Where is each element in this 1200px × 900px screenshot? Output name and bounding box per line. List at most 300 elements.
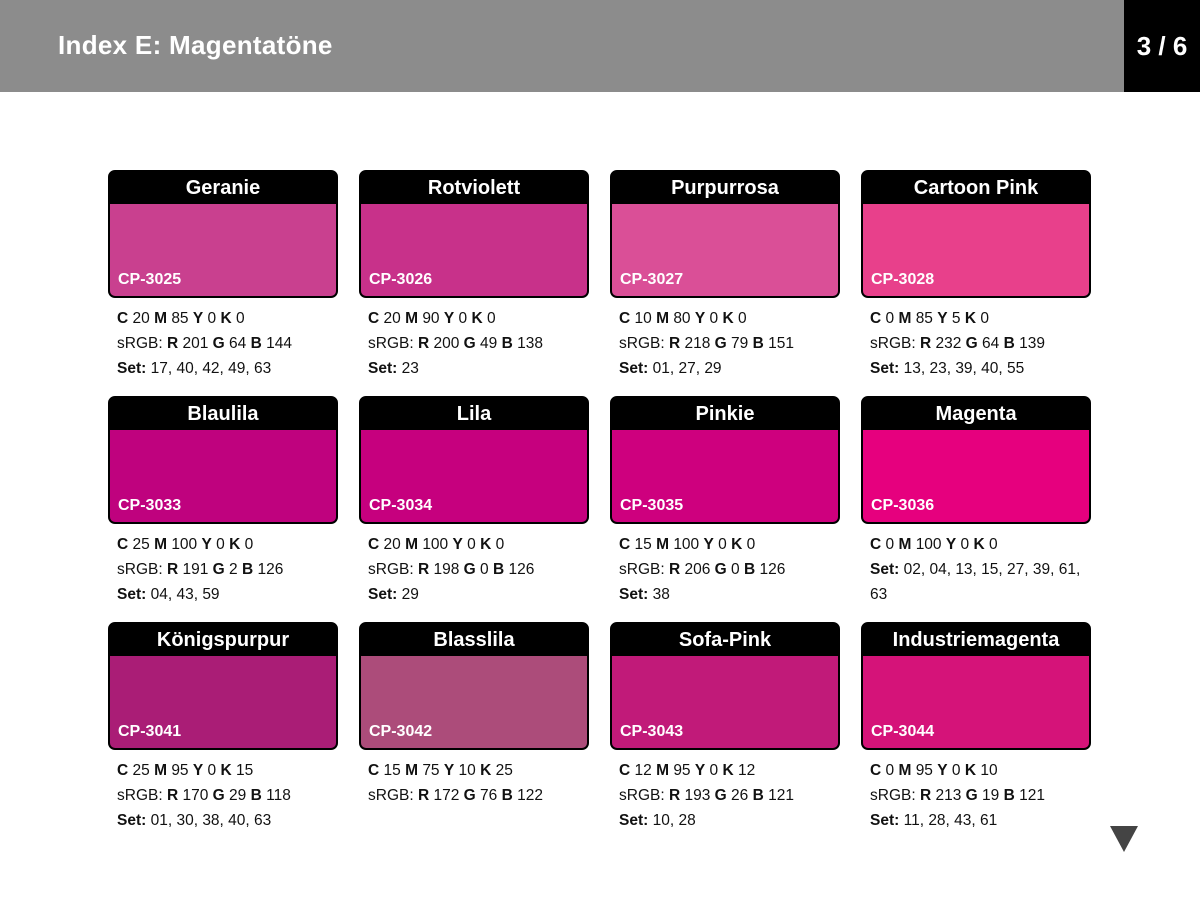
cmyk-c-value: 10 [634, 310, 652, 327]
color-info [368, 758, 586, 808]
srgb-label: sRGB: [368, 787, 414, 804]
set-line [368, 582, 586, 607]
rgb-b-value: 121 [768, 787, 794, 804]
color-grid [108, 170, 1091, 848]
color-info [619, 758, 837, 833]
rgb-r-label: R [668, 561, 681, 578]
rgb-b-value: 139 [1019, 335, 1045, 352]
cmyk-y-label: Y [192, 762, 204, 779]
rgb-g-label: G [212, 561, 225, 578]
cmyk-y-value: 0 [960, 536, 970, 553]
set-value: 29 [401, 586, 419, 603]
cmyk-y-label: Y [452, 536, 463, 553]
cmyk-m-label: M [154, 310, 167, 327]
set-line [619, 356, 837, 381]
color-card [359, 170, 589, 298]
color-swatch [612, 430, 838, 522]
srgb-line [870, 331, 1088, 356]
set-value: 01, 30, 38, 40, 63 [150, 812, 272, 829]
srgb-line [117, 557, 335, 582]
cmyk-c-value: 0 [885, 536, 895, 553]
color-card [861, 622, 1091, 750]
color-swatch [612, 204, 838, 296]
cmyk-c-label: C [117, 310, 129, 327]
color-info [368, 306, 586, 381]
page-number: 3 / 6 [1124, 0, 1200, 92]
cmyk-c-value: 0 [885, 762, 895, 779]
cmyk-c-label: C [368, 762, 380, 779]
cmyk-c-label: C [619, 762, 631, 779]
rgb-r-value: 206 [684, 561, 711, 578]
cmyk-line [870, 758, 1088, 783]
srgb-line [368, 557, 586, 582]
color-entry [359, 396, 589, 622]
set-line [117, 356, 335, 381]
set-label: Set: [117, 360, 147, 377]
color-swatch [863, 656, 1089, 748]
cmyk-y-value: 0 [718, 536, 727, 553]
cmyk-m-value: 100 [673, 536, 700, 553]
rgb-r-label: R [417, 787, 430, 804]
rgb-g-value: 64 [982, 335, 1000, 352]
color-entry [108, 170, 338, 396]
triangle-down-icon[interactable] [1110, 826, 1138, 852]
color-entry [861, 170, 1091, 396]
rgb-r-value: 191 [182, 561, 209, 578]
rgb-b-label: B [241, 561, 254, 578]
cmyk-k-label: K [229, 536, 241, 553]
rgb-g-label: G [212, 787, 225, 804]
cmyk-m-label: M [656, 762, 669, 779]
set-line [117, 808, 335, 833]
cmyk-k-value: 10 [980, 762, 998, 779]
color-swatch [361, 204, 587, 296]
cmyk-y-value: 10 [458, 762, 476, 779]
rgb-b-label: B [1003, 335, 1015, 352]
rgb-b-value: 144 [266, 335, 292, 352]
set-label: Set: [368, 586, 398, 603]
srgb-label: sRGB: [117, 335, 163, 352]
cmyk-c-label: C [619, 310, 631, 327]
set-line [870, 808, 1088, 833]
cmyk-line [619, 306, 837, 331]
cmyk-m-label: M [656, 310, 669, 327]
color-entry [108, 396, 338, 622]
srgb-line [368, 783, 586, 808]
color-code: CP-3036 [871, 497, 935, 514]
rgb-g-value: 0 [480, 561, 489, 578]
cmyk-k-value: 0 [737, 310, 747, 327]
cmyk-line [368, 758, 586, 783]
color-swatch [361, 656, 587, 748]
cmyk-y-value: 0 [216, 536, 225, 553]
rgb-r-label: R [166, 335, 179, 352]
rgb-r-value: 170 [182, 787, 209, 804]
color-code: CP-3025 [118, 271, 182, 288]
rgb-g-label: G [463, 561, 476, 578]
color-swatch [110, 430, 336, 522]
rgb-r-value: 201 [182, 335, 209, 352]
rgb-b-value: 126 [508, 561, 535, 578]
page-title: Index E: Magentatöne [58, 30, 333, 60]
color-card [861, 396, 1091, 524]
srgb-line [870, 783, 1088, 808]
cmyk-y-label: Y [443, 310, 455, 327]
color-entry [108, 622, 338, 848]
set-value: 04, 43, 59 [150, 586, 220, 603]
srgb-label: sRGB: [619, 561, 665, 578]
set-value: 38 [652, 586, 670, 603]
set-label: Set: [870, 812, 900, 829]
rgb-g-label: G [965, 787, 978, 804]
rgb-g-label: G [463, 335, 476, 352]
color-info [870, 758, 1088, 833]
page-header [0, 0, 1124, 92]
cmyk-c-value: 15 [383, 762, 401, 779]
color-code: CP-3027 [620, 271, 684, 288]
color-name: Pinkie [612, 398, 838, 430]
color-entry [610, 622, 840, 848]
rgb-b-value: 126 [257, 561, 284, 578]
color-code: CP-3028 [871, 271, 935, 288]
color-swatch [361, 430, 587, 522]
set-line [619, 808, 837, 833]
cmyk-k-label: K [722, 310, 734, 327]
cmyk-line [368, 306, 586, 331]
cmyk-k-value: 15 [235, 762, 254, 779]
rgb-r-label: R [668, 335, 681, 352]
rgb-b-value: 122 [517, 787, 543, 804]
set-label: Set: [619, 586, 649, 603]
rgb-g-label: G [212, 335, 225, 352]
srgb-line [619, 331, 837, 356]
rgb-b-label: B [492, 561, 505, 578]
color-name: Königspurpur [110, 624, 336, 656]
rgb-r-label: R [417, 335, 430, 352]
color-info [870, 306, 1088, 381]
color-card [359, 622, 589, 750]
color-card [861, 170, 1091, 298]
rgb-b-label: B [752, 787, 764, 804]
set-value: 13, 23, 39, 40, 55 [903, 360, 1025, 377]
color-card [610, 622, 840, 750]
rgb-r-label: R [166, 561, 179, 578]
srgb-line [117, 783, 335, 808]
rgb-g-label: G [714, 561, 727, 578]
cmyk-m-label: M [898, 536, 912, 553]
cmyk-k-label: K [973, 536, 985, 553]
rgb-b-value: 126 [759, 561, 786, 578]
rgb-g-label: G [714, 787, 727, 804]
rgb-g-value: 26 [731, 787, 749, 804]
rgb-r-value: 213 [935, 787, 962, 804]
color-code: CP-3044 [871, 723, 935, 740]
cmyk-line [870, 532, 1088, 557]
cmyk-line [368, 532, 586, 557]
color-name: Sofa-Pink [612, 624, 838, 656]
color-card [108, 170, 338, 298]
color-name: Rotviolett [361, 172, 587, 204]
cmyk-k-label: K [731, 536, 743, 553]
rgb-b-label: B [250, 787, 262, 804]
color-entry [610, 170, 840, 396]
cmyk-m-value: 100 [422, 536, 449, 553]
rgb-g-value: 29 [229, 787, 247, 804]
set-value: 02, 04, 13, 15, 27, 39, 61, 63 [870, 561, 1081, 603]
cmyk-k-value: 0 [746, 536, 756, 553]
color-swatch [110, 204, 336, 296]
cmyk-y-value: 0 [951, 762, 961, 779]
cmyk-m-label: M [898, 310, 912, 327]
cmyk-y-label: Y [703, 536, 714, 553]
cmyk-c-value: 20 [383, 536, 401, 553]
cmyk-y-label: Y [937, 762, 948, 779]
rgb-b-value: 121 [1019, 787, 1045, 804]
cmyk-y-label: Y [694, 310, 706, 327]
cmyk-c-value: 12 [634, 762, 652, 779]
cmyk-c-label: C [368, 536, 380, 553]
cmyk-k-value: 25 [495, 762, 513, 779]
rgb-b-label: B [501, 335, 513, 352]
rgb-b-label: B [1003, 787, 1015, 804]
color-card [108, 396, 338, 524]
rgb-g-label: G [463, 787, 476, 804]
set-label: Set: [368, 360, 398, 377]
cmyk-y-label: Y [945, 536, 957, 553]
rgb-r-label: R [668, 787, 681, 804]
color-code: CP-3033 [118, 497, 182, 514]
rgb-r-value: 193 [684, 787, 711, 804]
srgb-line [619, 783, 837, 808]
rgb-g-value: 64 [229, 335, 247, 352]
srgb-label: sRGB: [619, 787, 665, 804]
cmyk-y-value: 0 [207, 762, 217, 779]
set-value: 23 [401, 360, 419, 377]
cmyk-y-label: Y [201, 536, 212, 553]
cmyk-m-value: 85 [915, 310, 933, 327]
set-label: Set: [117, 586, 147, 603]
cmyk-c-label: C [870, 310, 882, 327]
rgb-b-value: 118 [266, 787, 291, 804]
cmyk-c-value: 25 [132, 762, 150, 779]
color-info [117, 306, 335, 381]
color-info [619, 532, 837, 607]
rgb-g-label: G [714, 335, 727, 352]
cmyk-k-label: K [964, 310, 977, 327]
color-name: Blasslila [361, 624, 587, 656]
color-card [610, 396, 840, 524]
cmyk-m-value: 100 [915, 536, 942, 553]
cmyk-m-value: 75 [422, 762, 440, 779]
cmyk-k-label: K [964, 762, 977, 779]
cmyk-m-value: 95 [673, 762, 691, 779]
cmyk-y-label: Y [937, 310, 948, 327]
srgb-label: sRGB: [870, 787, 916, 804]
cmyk-c-value: 25 [132, 536, 150, 553]
cmyk-m-value: 85 [171, 310, 189, 327]
cmyk-c-value: 0 [885, 310, 895, 327]
cmyk-c-label: C [870, 762, 882, 779]
cmyk-k-label: K [220, 762, 232, 779]
set-line [619, 582, 837, 607]
color-entry [610, 396, 840, 622]
color-entry [861, 396, 1091, 622]
cmyk-k-label: K [722, 762, 734, 779]
set-label: Set: [117, 812, 147, 829]
rgb-r-value: 200 [433, 335, 460, 352]
cmyk-line [117, 306, 335, 331]
cmyk-c-label: C [368, 310, 380, 327]
rgb-r-value: 232 [935, 335, 962, 352]
rgb-g-value: 76 [480, 787, 498, 804]
rgb-g-value: 19 [982, 787, 1000, 804]
set-line [117, 582, 335, 607]
set-label: Set: [619, 360, 649, 377]
set-line [870, 557, 1088, 607]
rgb-b-value: 138 [517, 335, 543, 352]
set-value: 01, 27, 29 [652, 360, 722, 377]
cmyk-m-label: M [154, 536, 167, 553]
cmyk-c-label: C [117, 536, 129, 553]
cmyk-k-value: 0 [988, 536, 998, 553]
color-name: Geranie [110, 172, 336, 204]
color-code: CP-3035 [620, 497, 684, 514]
cmyk-y-value: 0 [207, 310, 217, 327]
color-swatch [863, 204, 1089, 296]
cmyk-y-value: 5 [951, 310, 961, 327]
cmyk-k-value: 0 [486, 310, 496, 327]
cmyk-y-value: 0 [709, 310, 719, 327]
rgb-g-label: G [965, 335, 978, 352]
rgb-b-label: B [743, 561, 756, 578]
color-card [359, 396, 589, 524]
srgb-label: sRGB: [117, 787, 163, 804]
cmyk-k-value: 12 [737, 762, 756, 779]
cmyk-m-value: 100 [171, 536, 198, 553]
color-info [117, 758, 335, 833]
color-code: CP-3034 [369, 497, 433, 514]
cmyk-y-label: Y [694, 762, 706, 779]
cmyk-k-label: K [480, 536, 492, 553]
rgb-r-label: R [919, 335, 932, 352]
cmyk-k-label: K [471, 310, 483, 327]
color-info [117, 532, 335, 607]
color-info [619, 306, 837, 381]
rgb-r-value: 172 [433, 787, 460, 804]
rgb-b-label: B [250, 335, 262, 352]
srgb-label: sRGB: [619, 335, 665, 352]
set-value: 11, 28, 43, 61 [903, 812, 998, 829]
srgb-line [368, 331, 586, 356]
set-label: Set: [870, 360, 900, 377]
cmyk-m-label: M [898, 762, 912, 779]
cmyk-m-value: 80 [673, 310, 691, 327]
cmyk-y-label: Y [192, 310, 204, 327]
color-card [610, 170, 840, 298]
cmyk-y-value: 0 [467, 536, 476, 553]
rgb-r-label: R [919, 787, 932, 804]
cmyk-m-label: M [656, 536, 669, 553]
color-entry [359, 622, 589, 848]
color-info [870, 532, 1088, 607]
color-code: CP-3043 [620, 723, 684, 740]
color-name: Blaulila [110, 398, 336, 430]
rgb-b-label: B [752, 335, 764, 352]
color-name: Lila [361, 398, 587, 430]
color-name: Purpurrosa [612, 172, 838, 204]
cmyk-line [870, 306, 1088, 331]
srgb-label: sRGB: [870, 335, 916, 352]
color-entry [861, 622, 1091, 848]
cmyk-c-value: 15 [634, 536, 652, 553]
cmyk-k-label: K [220, 310, 232, 327]
cmyk-c-label: C [870, 536, 882, 553]
set-label: Set: [870, 561, 900, 578]
rgb-g-value: 0 [731, 561, 740, 578]
cmyk-k-value: 0 [235, 310, 245, 327]
color-code: CP-3041 [118, 723, 182, 740]
cmyk-m-label: M [405, 762, 418, 779]
color-code: CP-3026 [369, 271, 433, 288]
cmyk-k-value: 0 [495, 536, 505, 553]
cmyk-m-label: M [405, 310, 418, 327]
cmyk-line [117, 532, 335, 557]
rgb-b-value: 151 [768, 335, 794, 352]
srgb-label: sRGB: [368, 335, 414, 352]
cmyk-m-value: 95 [915, 762, 933, 779]
color-swatch [110, 656, 336, 748]
cmyk-m-label: M [405, 536, 418, 553]
set-value: 17, 40, 42, 49, 63 [150, 360, 272, 377]
set-line [870, 356, 1088, 381]
color-swatch [863, 430, 1089, 522]
cmyk-c-label: C [117, 762, 129, 779]
cmyk-k-value: 0 [980, 310, 989, 327]
srgb-line [117, 331, 335, 356]
cmyk-line [117, 758, 335, 783]
cmyk-k-value: 0 [244, 536, 254, 553]
cmyk-line [619, 532, 837, 557]
color-name: Cartoon Pink [863, 172, 1089, 204]
rgb-g-value: 2 [229, 561, 238, 578]
rgb-b-label: B [501, 787, 513, 804]
cmyk-m-label: M [154, 762, 167, 779]
color-swatch [612, 656, 838, 748]
srgb-label: sRGB: [117, 561, 163, 578]
set-value: 10, 28 [652, 812, 696, 829]
cmyk-c-value: 20 [132, 310, 150, 327]
cmyk-y-value: 0 [709, 762, 719, 779]
color-card [108, 622, 338, 750]
cmyk-k-label: K [480, 762, 492, 779]
cmyk-c-value: 20 [383, 310, 401, 327]
color-name: Industriemagenta [863, 624, 1089, 656]
rgb-r-value: 198 [433, 561, 460, 578]
set-label: Set: [619, 812, 649, 829]
srgb-label: sRGB: [368, 561, 414, 578]
cmyk-line [619, 758, 837, 783]
rgb-r-label: R [417, 561, 430, 578]
cmyk-m-value: 90 [422, 310, 440, 327]
cmyk-m-value: 95 [171, 762, 189, 779]
rgb-g-value: 79 [731, 335, 749, 352]
color-code: CP-3042 [369, 723, 433, 740]
rgb-r-label: R [166, 787, 179, 804]
rgb-r-value: 218 [684, 335, 711, 352]
color-info [368, 532, 586, 607]
cmyk-y-value: 0 [458, 310, 468, 327]
color-entry [359, 170, 589, 396]
